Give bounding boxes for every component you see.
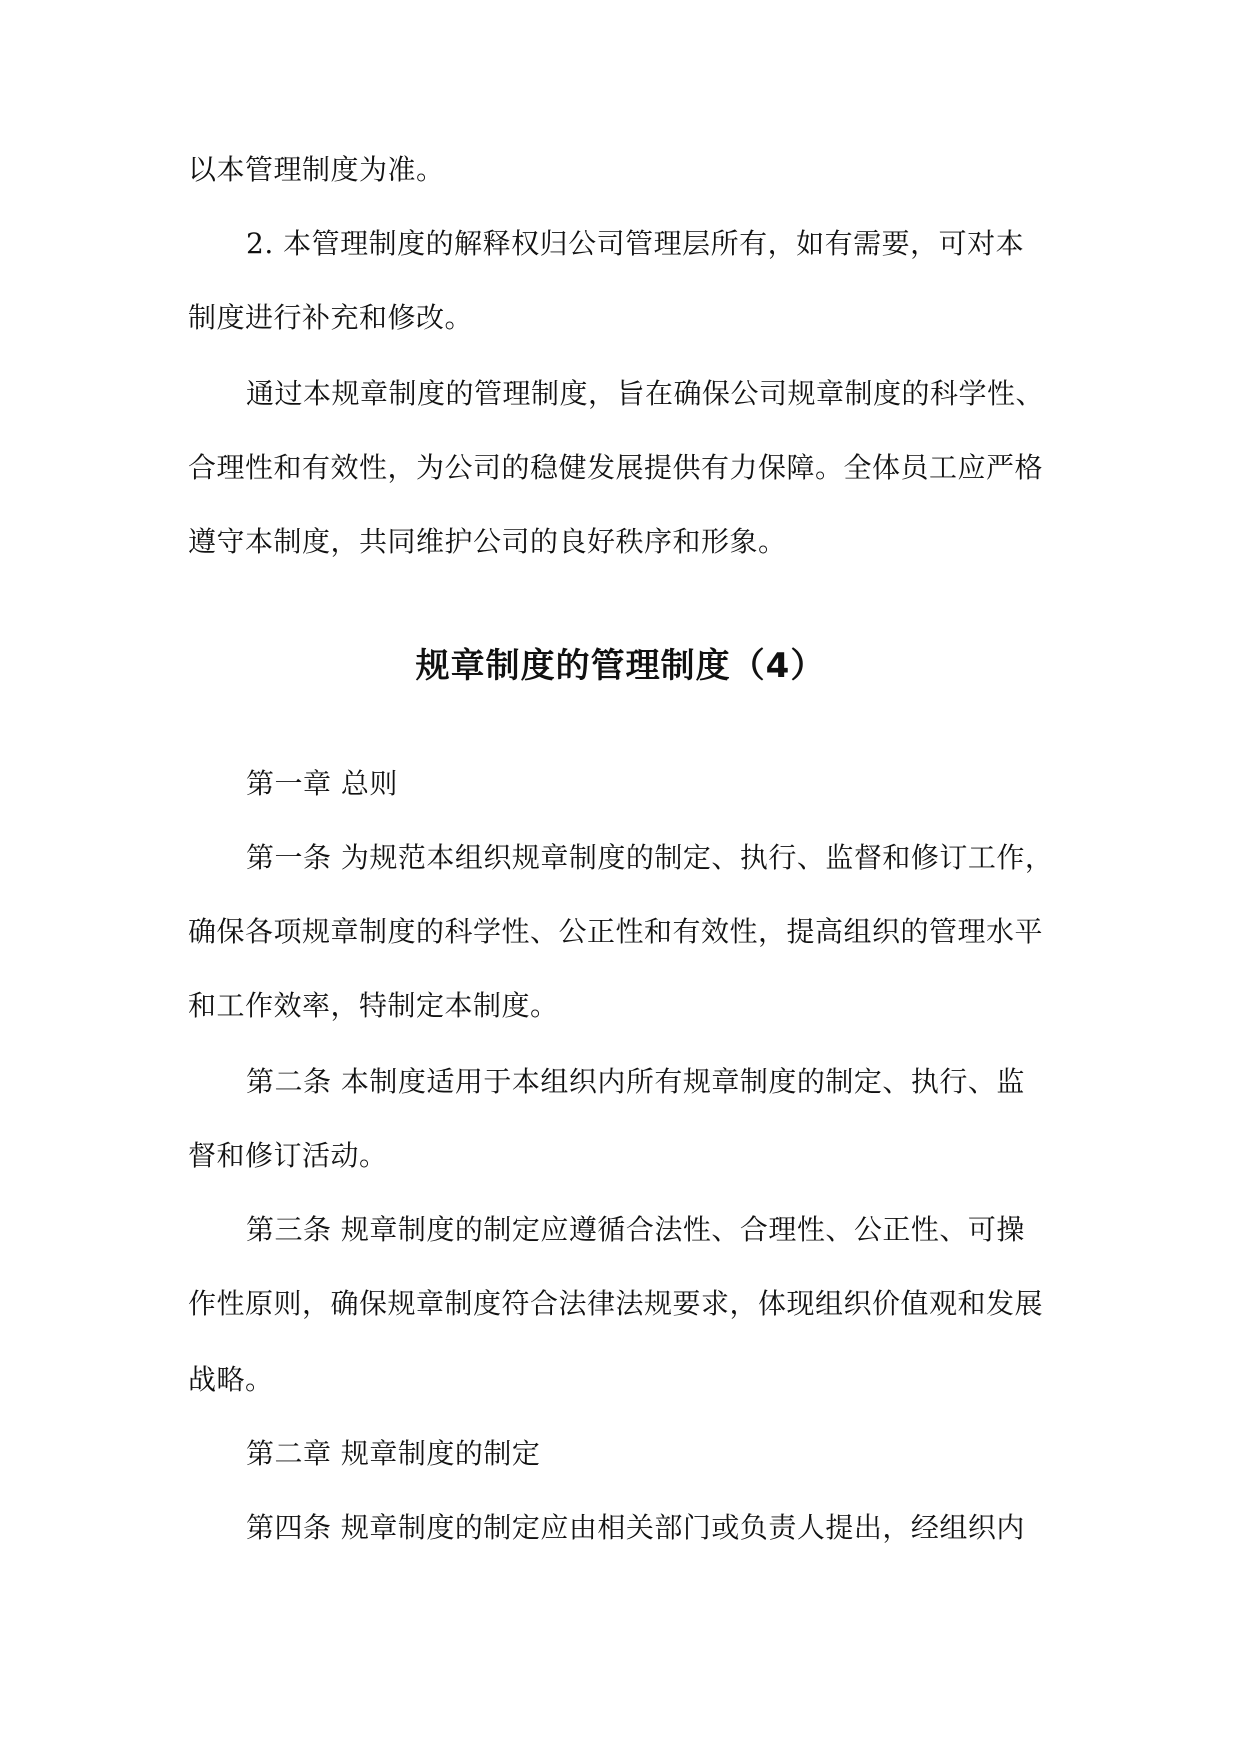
paragraph-line: 通过本规章制度的管理制度，旨在确保公司规章制度的科学性、 (246, 377, 1045, 410)
paragraph-line: 第三条 规章制度的制定应遵循合法性、合理性、公正性、可操 (246, 1213, 1025, 1246)
paragraph-line: 和工作效率，特制定本制度。 (188, 989, 559, 1022)
paragraph-line: 战略。 (188, 1363, 274, 1396)
paragraph-line: 第四条 规章制度的制定应由相关部门或负责人提出，经组织内 (246, 1511, 1025, 1544)
paragraph-line: 2. 本管理制度的解释权归公司管理层所有，如有需要，可对本 (246, 227, 1025, 260)
paragraph-line: 合理性和有效性，为公司的稳健发展提供有力保障。全体员工应严格 (188, 451, 1044, 484)
paragraph-line: 第一条 为规范本组织规章制度的制定、执行、监督和修订工作， (246, 841, 1054, 874)
section-title: 规章制度的管理制度（4） (415, 646, 826, 686)
paragraph-line: 确保各项规章制度的科学性、公正性和有效性，提高组织的管理水平 (188, 915, 1044, 948)
chapter-heading: 第一章 总则 (246, 767, 398, 800)
chapter-heading: 第二章 规章制度的制定 (246, 1437, 541, 1470)
paragraph-line: 第二条 本制度适用于本组织内所有规章制度的制定、执行、监 (246, 1065, 1025, 1098)
paragraph-line: 制度进行补充和修改。 (188, 301, 474, 334)
paragraph-line: 以本管理制度为准。 (188, 153, 445, 186)
paragraph-line: 遵守本制度，共同维护公司的良好秩序和形象。 (188, 525, 787, 558)
paragraph-line: 督和修订活动。 (188, 1139, 388, 1172)
paragraph-line: 作性原则，确保规章制度符合法律法规要求，体现组织价值观和发展 (188, 1287, 1044, 1320)
